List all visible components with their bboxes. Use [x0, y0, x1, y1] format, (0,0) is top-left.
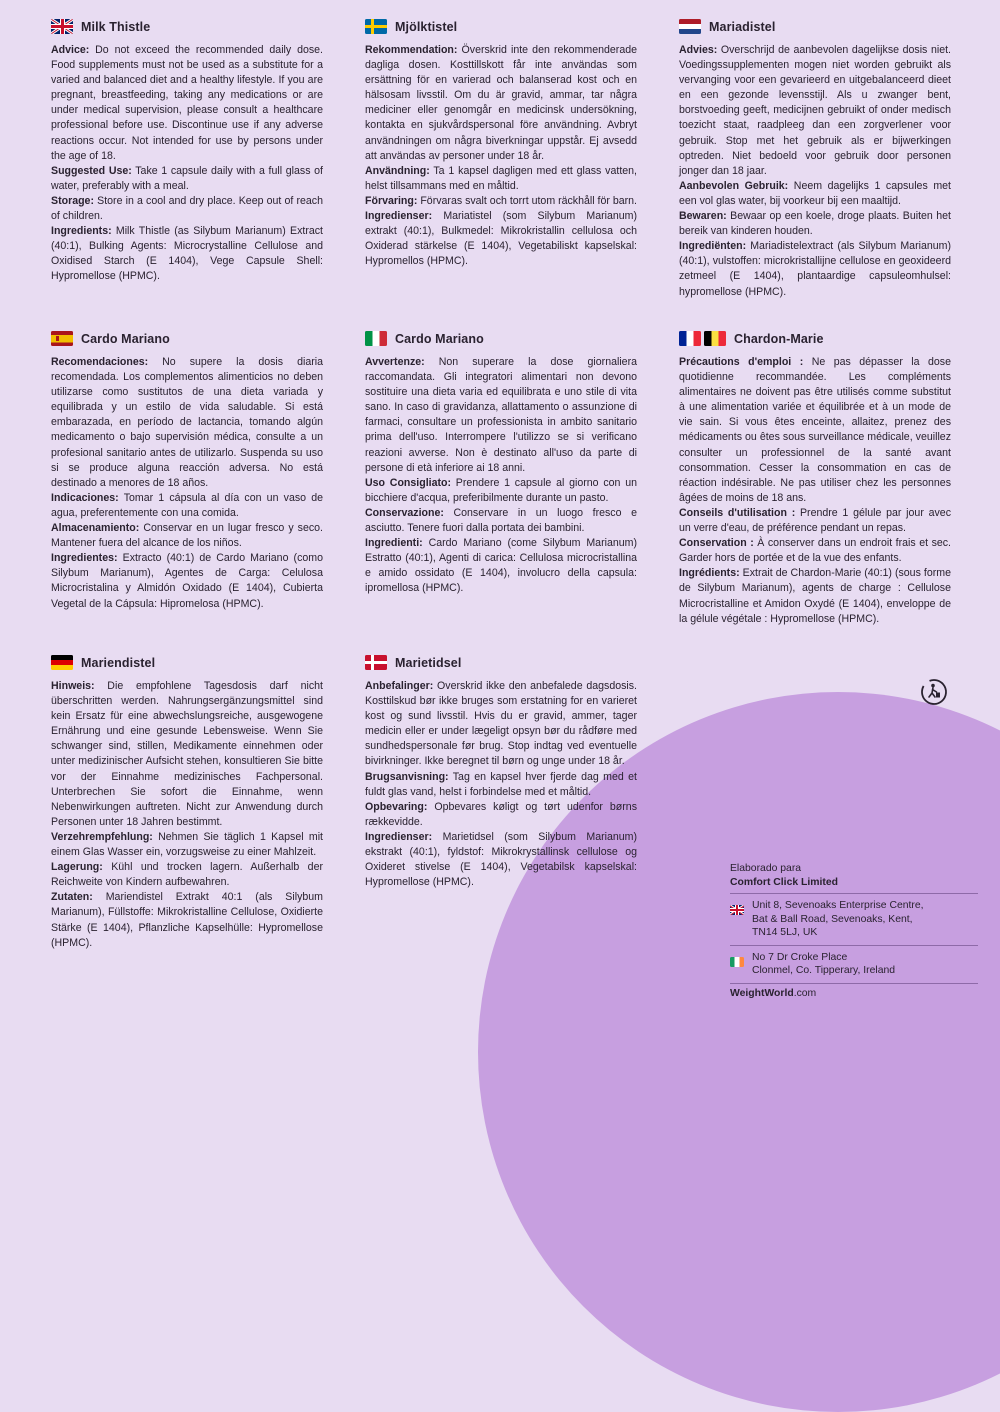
advice-paragraph: Advies: Overschrijd de aanbevolen dagelijkse dosis niet. Voedingssupplementen mogen niet worden gebruikt als vervanging voor een gevarieerd en uitgebalanceerd dieet en een gezonde levensstijl. Als u zwanger bent, borstvoeding geeft, medicijnen gebruikt of onder medisch toezicht staat, raadpleeg dan een zorgverlener voor gebruik. Stop met het gebruik als er bijwerkingen optreden. Niet bedoeld voor gebruik door personen jonger dan 18 jaar. [679, 44, 951, 177]
sweden-flag-icon [365, 19, 387, 34]
ingredients-paragraph: Ingrédients: Extrait de Chardon-Marie (40:1) (sous forme de Silybum Marianum), agents de charge : Cellulose Microcristalline et Amidon Oxydé (E 1404), enveloppe de la gélule végétale : Hypromellose (HPMC). [679, 567, 951, 625]
ingredients-paragraph: Zutaten: Mariendistel Extrakt 40:1 (als Silybum Marianum), Füllstoffe: Mikrokristalline Cellulose, Oxidierte Stärke (E 1404), Pflanzliche Kapselhülle: Hypromellose (HPMC). [51, 891, 323, 949]
italy-flag-icon [365, 331, 387, 346]
section-swedish [365, 19, 637, 269]
suggested-use-paragraph: Suggested Use: Take 1 capsule daily with a full glass of water, preferably with a meal. [51, 164, 323, 192]
section-title: Milk Thistle [81, 19, 151, 34]
storage-paragraph: Förvaring: Förvaras svalt och torrt utom räckhåll för barn. [365, 194, 637, 207]
section-french [679, 331, 951, 627]
advice-paragraph: Advice: Do not exceed the recommended daily dose. Food supplements must not be used as a substitute for a varied and balanced diet and a healthy lifestyle. If you are pregnant, breastfeeding, taking any medications or are under medical supervision, please consult a healthcare professional before use. Discontinue use if any adverse reactions occur. Not intended for use by persons under the age of 18. [51, 44, 323, 162]
belgium-flag-icon [704, 331, 726, 346]
section-title: Mariadistel [709, 19, 776, 34]
address-line: TN14 5LJ, UK [752, 927, 818, 938]
manufacturer-info [730, 862, 978, 1000]
storage-paragraph: Opbevaring: Opbevares køligt og tørt udenfor børns rækkevidde. [365, 800, 637, 828]
uk-flag-icon [51, 19, 73, 34]
divider [730, 893, 978, 894]
suggested-use-paragraph: Conseils d'utilisation : Prendre 1 gélule par jour avec un verre d'eau, de préférence pendant un repas. [679, 506, 951, 535]
section-title: Marietidsel [395, 655, 462, 670]
ingredients-paragraph: Ingredients: Milk Thistle (as Silybum Marianum) Extract (40:1), Bulking Agents: Microcrystalline Cellulose and Oxidised Starch (E 1404), Vege Capsule Shell: Hypromellose (HPMC). [51, 225, 323, 283]
storage-paragraph: Conservazione: Conservare in un luogo fresco e asciutto. Tenere fuori dalla portata dei bambini. [365, 506, 637, 535]
address-line: Unit 8, Sevenoaks Enterprise Centre, [752, 900, 924, 911]
netherlands-flag-icon [679, 19, 701, 34]
suggested-use-paragraph: Användning: Ta 1 kapsel dagligen med ett glass vatten, helst tillsammans med en måltid. [365, 164, 637, 192]
advice-paragraph: Anbefalinger: Overskrid ikke den anbefalede dagsdosis. Kosttilskud bør ikke bruges som erstatning for en varieret kost og sund livsstil. Hvis du er gravid, ammer, tager medicin eller er under lægeligt opsyn bør du rådføre med sundhedspersonale før brug. Stop indtag ved eventuelle bivirkninger. Ikke beregnet til børn og unge under 18 år. [365, 680, 637, 768]
storage-paragraph: Almacenamiento: Conservar en un lugar fresco y seco. Mantener fuera del alcance de los niños. [51, 522, 323, 550]
suggested-use-paragraph: Uso Consigliato: Prendere 1 capsule al giorno con un bicchiere d'acqua, preferibilmente durante un pasto. [365, 476, 637, 504]
section-spanish [51, 331, 323, 612]
brand-website: WeightWorld.com [730, 987, 817, 999]
company-name: Comfort Click Limited [730, 876, 838, 888]
ingredients-paragraph: Ingredienti: Cardo Mariano (come Silybum Marianum) Estratto (40:1), Agenti di carica: Cellulosa microcristallina e amido ossidato (E 1404), involucro della capsula: ipromellosa (HPMC). [365, 537, 637, 595]
suggested-use-paragraph: Aanbevolen Gebruik: Neem dagelijks 1 capsules met een vol glas water, bij voorkeur bij een maaltijd. [679, 179, 951, 207]
advice-paragraph: Avvertenze: Non superare la dose giornaliera raccomandata. Gli integratori alimentari non devono sostituire una dieta varia ed equilibrata e uno stile di vita sano. In caso di gravidanza, allattamento o assunzione di farmaci, consultare un professionista in ambito sanitario prima dell'uso. Interrompere l'utilizzo se si verificano reazioni avverse. Non è destinato all'uso da parte di persone di età inferiore ai 18 anni. [365, 356, 637, 474]
france-flag-icon [679, 331, 701, 346]
storage-paragraph: Bewaren: Bewaar op een koele, droge plaats. Buiten het bereik van kinderen houden. [679, 210, 951, 238]
ingredients-paragraph: Ingredientes: Extracto (40:1) de Cardo Mariano (como Silybum Marianum), Agentes de Carga: Celulosa Microcristalina y Almidón Oxidado (E 1404), Cubierta Vegetal de la Cápsula: Hipromelosa (HPMC). [51, 552, 323, 610]
advice-paragraph: Recomendaciones: No supere la dosis diaria recomendada. Los complementos alimenticios no deben utilizarse como sustitutos de una dieta variada y equilibrada y un estilo de vida saludable. Si está embarazada, en período de lactancia, tomando algún medicamento o bajo supervisión médica, consulte a un profesional sanitario antes de utilizarlo. Suspenda su uso si se produce alguna reacción adversa. No está destinado a menores de 18 años. [51, 356, 323, 489]
address-line: Clonmel, Co. Tipperary, Ireland [752, 965, 896, 976]
ireland-flag-icon [730, 957, 744, 967]
section-english [51, 19, 323, 285]
address-line: Bat & Ball Road, Sevenoaks, Kent, [752, 913, 913, 925]
ingredients-paragraph: Ingredienser: Marietidsel (som Silybum Marianum) ekstrakt (40:1), fyldstof: Mikrokrystallinsk cellulose og Oxideret stivelse (E 1404), Vegetabilsk kapselskal: Hypromellose (HPMC). [365, 830, 637, 889]
divider [730, 945, 978, 946]
tidyman-recycle-icon [920, 678, 948, 706]
spain-flag-icon [51, 331, 73, 346]
section-danish [365, 655, 637, 890]
germany-flag-icon [51, 655, 73, 670]
uk-flag-icon [730, 905, 744, 915]
section-dutch [679, 19, 951, 300]
section-title: Mjölktistel [395, 19, 458, 34]
advice-paragraph: Rekommendation: Överskrid inte den rekommenderade dagliga dosen. Kosttillskott får inte användas som ersättning för en varierad och balanserad kost och en hälsosam livsstil. Om du är gravid, ammar, tar några mediciner eller genomgår en medicinsk undersökning, kontakta en sjukvårdspersonal före användning. Avbryt användningen om några biverkningar uppstår. Ej avsedd att användas av personer under 18 år. [365, 44, 637, 162]
storage-paragraph: Conservation : À conserver dans un endroit frais et sec. Garder hors de portée et de la vue des enfants. [679, 537, 951, 565]
denmark-flag-icon [365, 655, 387, 670]
section-italian [365, 331, 637, 597]
advice-paragraph: Hinweis: Die empfohlene Tagesdosis darf nicht überschritten werden. Nahrungsergänzungsmittel sind kein Ersatz für eine abwechslungsreiche, ausgewogene Ernährung und eine gesunde Lebensweise. Wenn Sie schwanger sind, stillen, Medikamente einnehmen oder unter medizinischer Aufsicht stehen, konsultieren Sie bitte vor der Einnahme medizinisches Fachpersonal. Unterbrechen Sie sofort die Einnahme, wenn Nebenwirkungen auftreten. Nicht zur Anwendung durch Personen unter 18 Jahren bestimmt. [51, 680, 323, 828]
section-title: Mariendistel [81, 655, 156, 670]
ie-address [730, 949, 978, 980]
suggested-use-paragraph: Brugsanvisning: Tag en kapsel hver fjerde dag med et fuldt glas vand, helst i forbindelse med et måltid. [365, 770, 637, 798]
ingredients-paragraph: Ingrediënten: Mariadistelextract (als Silybum Marianum) (40:1), vulstoffen: microkristallijne cellulose en geoxideerd zetmeel (E 1404), plantaardige capsuleomhulsel: hypromellose (HPMC). [679, 240, 951, 298]
made-for-label: Elaborado para [730, 863, 802, 874]
advice-paragraph: Précautions d'emploi : Ne pas dépasser la dose quotidienne recommandée. Les compléments alimentaires ne doivent pas être utilisés comme substitut à une alimentation variée et équilibrée et à un mode de vie sain. Si vous êtes enceinte, allaitez, prenez des médicaments ou êtes sous surveillance médicale, veuillez consulter un professionnel de la santé avant consommation. Cesser la consommation en cas de réaction indésirable. Ne pas utiliser chez les personnes âgées de moins de 18 ans. [679, 356, 951, 504]
suggested-use-paragraph: Verzehrempfehlung: Nehmen Sie täglich 1 Kapsel mit einem Glas Wasser ein, vorzugsweise zu einer Mahlzeit. [51, 830, 323, 859]
ingredients-paragraph: Ingredienser: Mariatistel (som Silybum Marianum) extrakt (40:1), Bulkmedel: Mikrokristallin cellulosa och Oxiderad stärkelse (E 1404), Vegetabiliskt kapselskal: Hypromellos (HPMC). [365, 210, 637, 268]
storage-paragraph: Storage: Store in a cool and dry place. Keep out of reach of children. [51, 194, 323, 223]
section-german [51, 655, 323, 951]
section-title: Cardo Mariano [395, 331, 484, 346]
uk-address [730, 897, 978, 942]
storage-paragraph: Lagerung: Kühl und trocken lagern. Außerhalb der Reichweite von Kindern aufbewahren. [51, 861, 323, 889]
suggested-use-paragraph: Indicaciones: Tomar 1 cápsula al día con un vaso de agua, preferentemente con una comida. [51, 491, 323, 519]
address-line: No 7 Dr Croke Place [752, 951, 848, 963]
section-title: Cardo Mariano [81, 331, 170, 346]
section-title: Chardon-Marie [734, 331, 824, 346]
divider [730, 983, 978, 984]
